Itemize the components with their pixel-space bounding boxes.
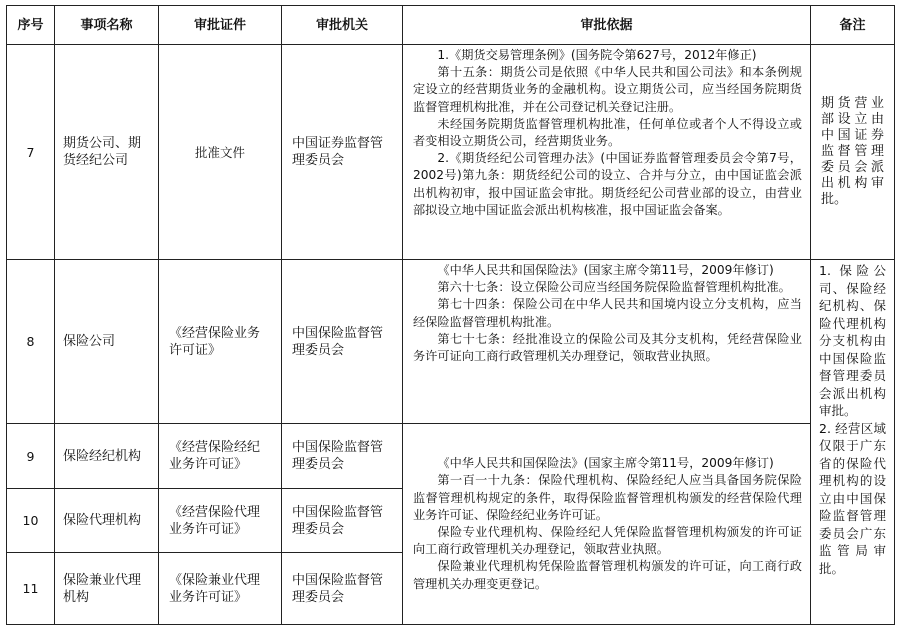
header-item: 事项名称 [55, 6, 159, 45]
basis-para: 第一百一十九条：保险代理机构、保险经纪人应当具备国务院保险监督管理机构规定的条件，取得保险监督管理机构颁发的经营保险代理业务许可证、保险经纪业务许可证。 [413, 473, 802, 522]
row-approval-org: 中国证券监督管理委员会 [282, 45, 403, 260]
row-approval-doc: 《经营保险代理业务许可证》 [159, 489, 282, 553]
basis-para: 保险专业代理机构、保险经纪人凭保险监督管理机构颁发的许可证向工商行政管理机关办理登记，领取营业执照。 [413, 525, 802, 557]
basis-para: 第七十四条：保险公司在中华人民共和国境内设立分支机构，应当经保险监督管理机构批准。 [413, 297, 802, 329]
row-seq: 10 [7, 489, 55, 553]
row-approval-org: 中国保险监督管理委员会 [282, 424, 403, 489]
table-row-7 [7, 45, 895, 260]
row-item-name: 期货公司、期货经纪公司 [55, 45, 159, 260]
row-item-name: 保险经纪机构 [55, 424, 159, 489]
header-org: 审批机关 [282, 6, 403, 45]
row-seq: 9 [7, 424, 55, 489]
remark-para: 2. 经营区域仅限于广东省的保险代理机构的设立由中国保险监督管理委员会广东监管局审批。 [819, 420, 886, 576]
remark-para: 1. 保险公司、保险经纪机构、保险代理机构分支机构由中国保险监督管理委员会派出机构审批。 [819, 263, 886, 418]
header-doc: 审批证件 [159, 6, 282, 45]
table-row-9 [7, 424, 895, 489]
basis-para: 保险兼业代理机构凭保险监督管理机构颁发的许可证，向工商行政管理机关办理变更登记。 [413, 559, 802, 591]
basis-rows-9-11 [403, 424, 811, 625]
basis-para: 未经国务院期货监督管理机构批准，任何单位或者个人不得设立或者变相设立期货公司，经营期货业务。 [413, 116, 802, 149]
row-approval-basis [403, 45, 811, 260]
row-item-name: 保险兼业代理机构 [55, 553, 159, 625]
table-row-8 [7, 260, 895, 424]
row-seq: 11 [7, 553, 55, 625]
basis-para: 第六十七条：设立保险公司应当经国务院保险监督管理机构批准。 [437, 280, 791, 295]
basis-para: 第十五条：期货公司是依照《中华人民共和国公司法》和本条例规定设立的经营期货业务的金融机构。设立期货公司，应当经国务院期货监督管理机构批准，并在公司登记机关登记注册。 [413, 65, 802, 114]
approval-table-page [6, 5, 894, 625]
basis-para: 《中华人民共和国保险法》(国家主席令第11号，2009年修订) [437, 263, 774, 277]
header-row [7, 6, 895, 45]
basis-para: 《中华人民共和国保险法》(国家主席令第11号，2009年修订) [437, 456, 774, 471]
row-approval-doc: 《经营保险业务许可证》 [159, 260, 282, 424]
row-approval-org: 中国保险监督管理委员会 [282, 260, 403, 424]
approval-table [6, 5, 895, 625]
row-approval-org: 中国保险监督管理委员会 [282, 489, 403, 553]
row-approval-doc: 《经营保险经纪业务许可证》 [159, 424, 282, 489]
row-item-name: 保险代理机构 [55, 489, 159, 553]
row-seq: 8 [7, 260, 55, 424]
row-approval-doc: 批准文件 [159, 45, 282, 260]
basis-para: 第七十七条：经批准设立的保险公司及其分支机构，凭经营保险业务许可证向工商行政管理机关办理登记，领取营业执照。 [413, 331, 802, 364]
basis-para: 1.《期货交易管理条例》(国务院令第627号，2012年修正) [437, 48, 757, 62]
row-approval-doc: 《保险兼业代理业务许可证》 [159, 553, 282, 625]
header-remark: 备注 [811, 6, 895, 45]
remark-rows-8-11 [811, 260, 895, 625]
row-approval-basis [403, 260, 811, 424]
row-item-name: 保险公司 [55, 260, 159, 424]
row-approval-org: 中国保险监督管理委员会 [282, 553, 403, 625]
basis-para: 2.《期货经纪公司管理办法》(中国证券监督管理委员会令第7号，2002号)第九条：期货经纪公司的设立、合并与分立，由中国证监会派出机构初审，报中国证监会审批。期货经纪公司营业部的设立，由营业部拟设立地中国证监会派出机构核准，报中国证监会备案。 [413, 151, 802, 217]
header-seq: 序号 [7, 6, 55, 45]
row-remark: 期货营业部设立由中国证券监督管理委员会派出机构审批。 [811, 45, 895, 260]
row-seq: 7 [7, 45, 55, 260]
header-basis: 审批依据 [403, 6, 811, 45]
